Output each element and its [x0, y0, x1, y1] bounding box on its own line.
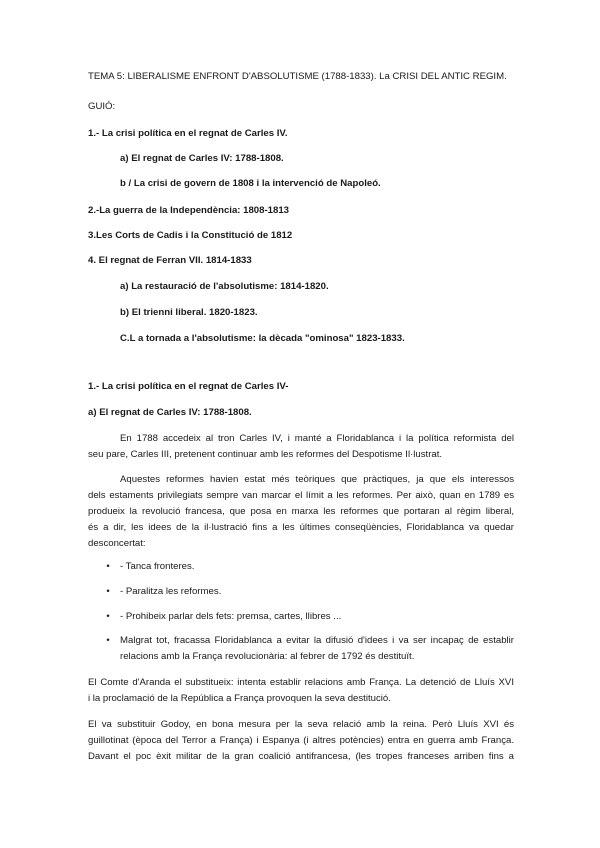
outline-section-1b: b / La crisi de govern de 1808 i la intervenció de Napoleó.	[120, 178, 381, 189]
paragraph-line: guillotinat (època del Terror a França) i Espanya (i altres potències) entra en guerra amb França.	[88, 735, 514, 746]
outline-section-4a: a) La restauració de l'absolutisme: 1814-1820.	[120, 281, 329, 292]
section-subheading: a) El regnat de Carles IV: 1788-1808.	[88, 407, 252, 418]
paragraph-line: El Comte d'Aranda el substitueix: intenta establir relacions amb França. La detenció de Lluís XVI	[88, 677, 514, 688]
outline-section-1a: a) El regnat de Carles IV: 1788-1808.	[120, 153, 284, 164]
bullet-dot-icon: •	[106, 586, 110, 597]
paragraph-line: Aquestes reformes havien estat més teòriques que pràctiques, ja que els interessos	[120, 474, 514, 485]
bullet-dot-icon: •	[106, 611, 110, 622]
document-title: TEMA 5: LIBERALISME ENFRONT D'ABSOLUTISME (1788-1833). La CRISI DEL ANTIC REGIM.	[88, 71, 507, 82]
bullet-item-continuation: relacions amb la França revolucionària: al febrer de 1792 és destituït.	[120, 651, 415, 662]
paragraph-line: dels estaments privilegiats sempre van marcar el límit a les reformes. Per això, quan en 1789 es	[88, 490, 514, 501]
paragraph-line: i la proclamació de la República a França provoquen la seva destitució.	[88, 693, 391, 704]
bullet-dot-icon: •	[106, 635, 110, 646]
outline-section-4c: C.L a tornada a l'absolutisme: la dècada "ominosa" 1823-1833.	[120, 333, 405, 344]
bullet-dot-icon: •	[106, 561, 110, 572]
bullet-item: - Paralitza les reformes.	[120, 586, 222, 597]
paragraph-line: produeix la revolució francesa, que posa en marxa les reformes que portaran al règim liberal,	[88, 506, 514, 517]
paragraph-line: En 1788 accedeix al tron Carles IV, i manté a Floridablanca i la política reformista del	[120, 433, 514, 444]
outline-section-4: 4. El regnat de Ferran VII. 1814-1833	[88, 255, 252, 266]
paragraph-line: seu pare, Carles III, pretenent continuar amb les reformes del Despotisme Il·lustrat.	[88, 449, 443, 460]
bullet-item: Malgrat tot, fracassa Floridablanca a evitar la difusió d'idees i va ser incapaç de establir	[120, 635, 514, 646]
bullet-item: - Tanca fronteres.	[120, 561, 195, 572]
section-heading: 1.- La crisi política en el regnat de Carles IV-	[88, 381, 289, 392]
outline-section-3: 3.Les Corts de Cadis i la Constitució de 1812	[88, 230, 293, 241]
outline-section-2: 2.-La guerra de la Independència: 1808-1813	[88, 205, 290, 216]
bullet-item: - Prohibeix parlar dels fets: premsa, cartes, llibres ...	[120, 611, 342, 622]
guio-label: GUIÓ:	[88, 101, 116, 112]
paragraph-line: El va substituir Godoy, en bona mesura per la seva relació amb la reina. Però Lluís XVI és	[88, 719, 514, 730]
paragraph-line: Davant el poc èxit militar de la gran coalició antifrancesa, (les tropes franceses arriben fins a	[88, 751, 514, 762]
outline-section-1: 1.- La crisi política en el regnat de Carles IV.	[88, 128, 288, 139]
paragraph-line: és a dir, les idees de la il·lustració fins a les últimes conseqüències, Floridablanca va quedar	[88, 522, 514, 533]
outline-section-4b: b) El trienni liberal. 1820-1823.	[120, 307, 258, 318]
paragraph-line: desconcertat:	[88, 538, 146, 549]
